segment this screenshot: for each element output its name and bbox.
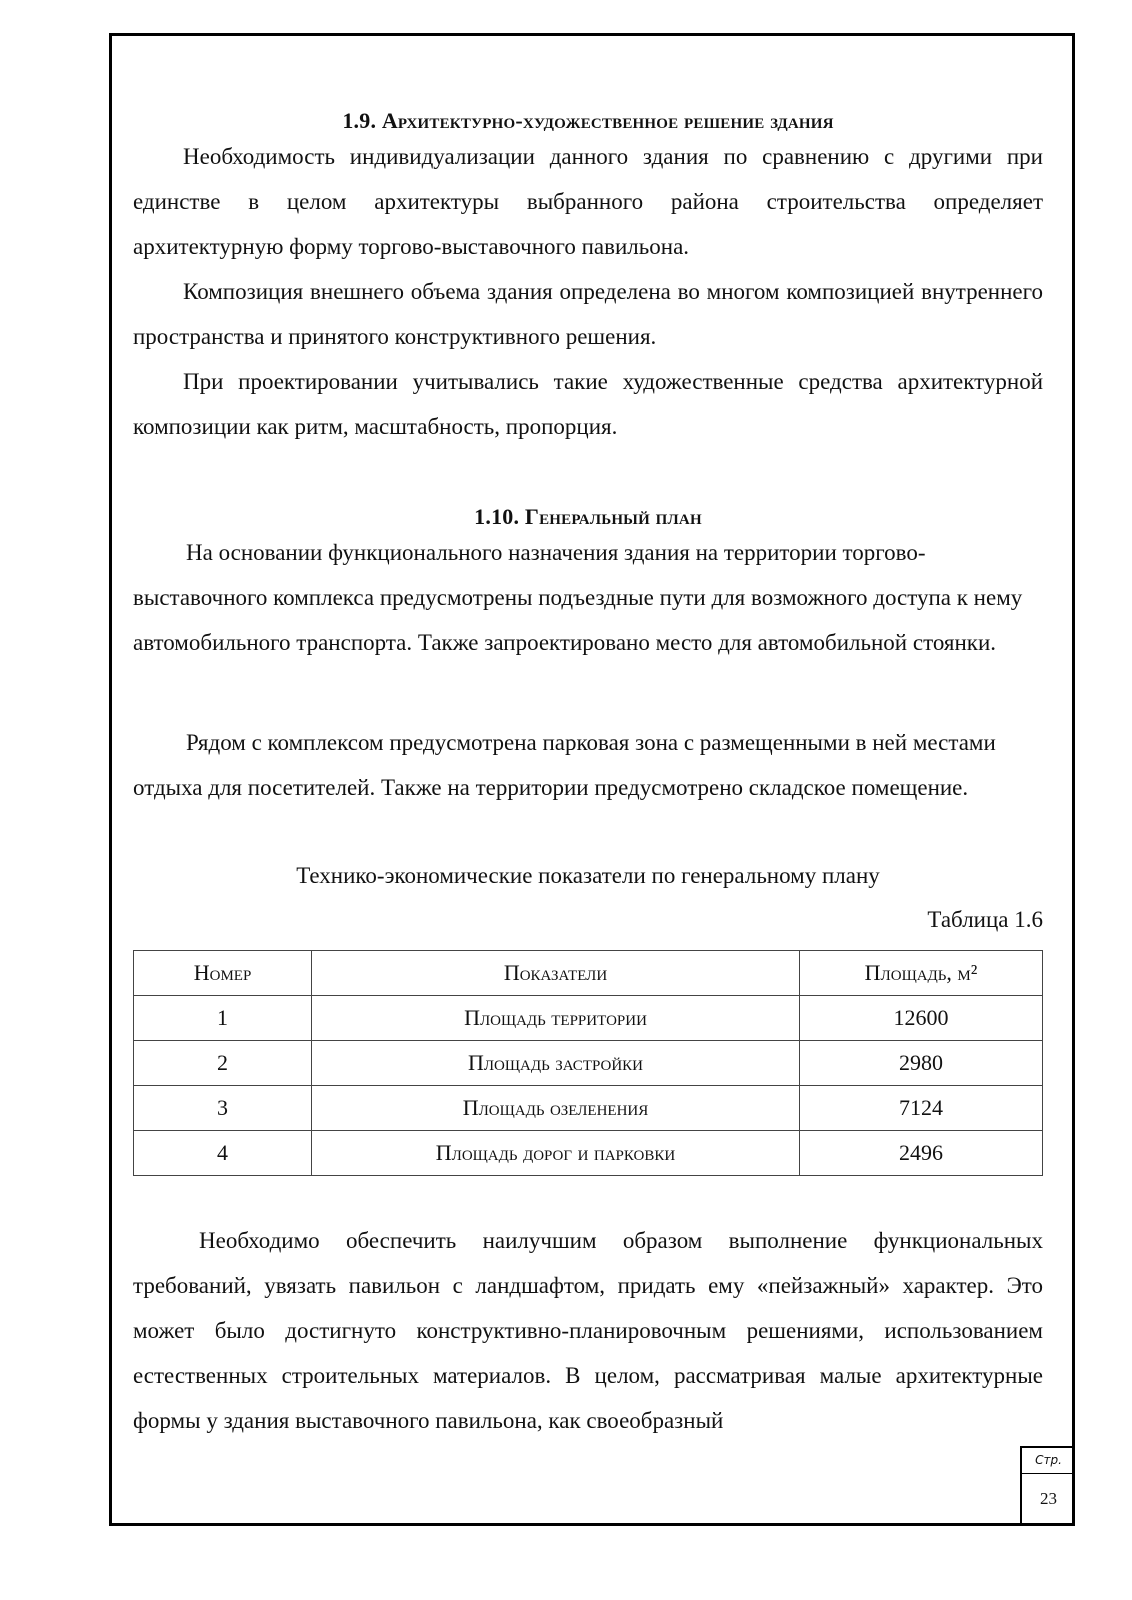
table-cell: 2980 [800, 1041, 1043, 1086]
paragraph: На основании функционального назначения здания на территории торгово-выставочного комплекса предусмотрены подъездные пути для возможного доступа к нему автомобильного транспорта. Также запроектировано место для автомобильной стоянки. [133, 540, 1023, 655]
table-row [134, 1041, 1043, 1086]
table-cell: 4 [134, 1131, 312, 1176]
table-cell: 12600 [800, 996, 1043, 1041]
table-row [134, 1131, 1043, 1176]
table-caption: Технико-экономические показатели по генеральному плану [296, 863, 880, 888]
table-cell: Площадь застройки [312, 1041, 800, 1086]
table-cell: 2496 [800, 1131, 1043, 1176]
page-number: 23 [1040, 1489, 1057, 1508]
column-header: Площадь, м² [800, 951, 1043, 996]
page-label: Стр. [1022, 1448, 1075, 1474]
paragraph: При проектировании учитывались такие художественные средства архитектурной композиции как ритм, масштабность, пропорция. [133, 369, 1043, 439]
page-number-stamp [1020, 1446, 1075, 1526]
section-heading-1-9: 1.9. Архитектурно-художественное решение здания [342, 108, 834, 133]
table-row [134, 996, 1043, 1041]
paragraph: Необходимо обеспечить наилучшим образом выполнение функциональных требований, увязать павильон с ландшафтом, придать ему «пейзажный» характер. Это может было достигнуто конструктивно-планировочным решениями, использованием естественных строительных материалов. В целом, рассматривая малые архитектурные формы у здания выставочного павильона, как своеобразный [133, 1228, 1043, 1433]
table-cell: 7124 [800, 1086, 1043, 1131]
paragraph: Рядом с комплексом предусмотрена парковая зона с размещенными в ней местами отдыха для посетителей. Также на территории предусмотрено складское помещение. [133, 730, 996, 800]
table-cell: 2 [134, 1041, 312, 1086]
table-cell: Площадь территории [312, 996, 800, 1041]
table-cell: Площадь озеленения [312, 1086, 800, 1131]
column-header: Номер [134, 951, 312, 996]
table-number: Таблица 1.6 [927, 907, 1043, 932]
section-heading-1-10: 1.10. Генеральный план [474, 504, 702, 529]
table-cell: 1 [134, 996, 312, 1041]
table-cell: Площадь дорог и парковки [312, 1131, 800, 1176]
table-header-row [134, 951, 1043, 996]
indicators-table [133, 950, 1043, 1176]
table-row [134, 1086, 1043, 1131]
paragraph: Композиция внешнего объема здания определена во многом композицией внутреннего пространства и принятого конструктивного решения. [133, 279, 1043, 349]
table-cell: 3 [134, 1086, 312, 1131]
column-header: Показатели [312, 951, 800, 996]
paragraph: Необходимость индивидуализации данного здания по сравнению с другими при единстве в целом архитектуры выбранного района строительства определяет архитектурную форму торгово-выставочного павильона. [133, 144, 1043, 259]
